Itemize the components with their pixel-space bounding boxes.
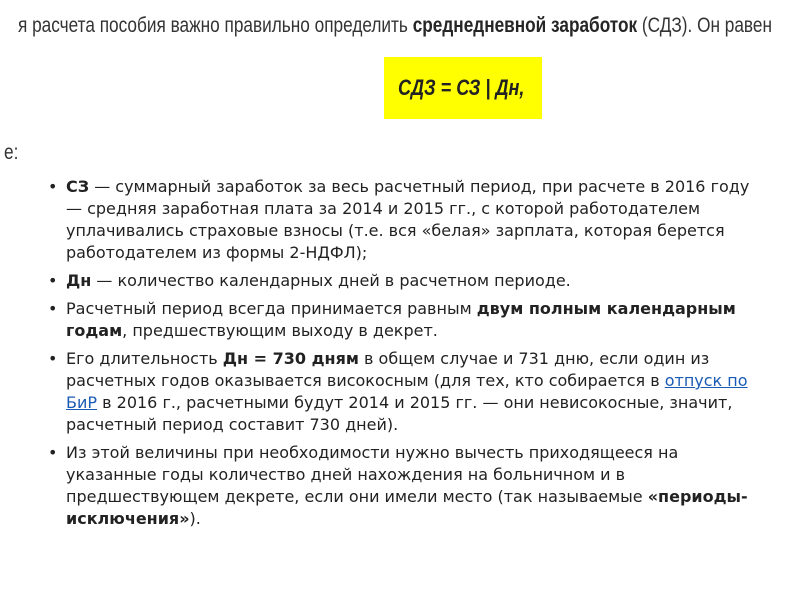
intro-text-start: я расчета пособия важно правильно определить <box>18 14 413 37</box>
formula-box <box>384 57 542 119</box>
intro-sentence <box>18 14 772 38</box>
list-item-text: в общем случае и 731 дню, если один из расчетных годов оказывается високосным (для тех, кто собирается в <box>66 349 710 390</box>
bir-link[interactable]: БиР <box>66 393 98 412</box>
cut-text-fragment: е: <box>4 141 19 164</box>
list-item <box>48 270 768 292</box>
definitions-list <box>48 176 768 536</box>
intro-text-bold: среднедневной заработок <box>412 14 638 37</box>
list-item <box>48 176 768 264</box>
list-item-text: в 2016 г., расчетными будут 2014 и 2015 гг. — они невисокосные, значит, расчетный период составит 730 дней). <box>66 393 733 434</box>
term-sz: СЗ <box>66 177 90 196</box>
maternity-leave-link[interactable]: отпуск по <box>664 371 748 390</box>
term-dn-730: Дн = 730 дням <box>222 349 359 368</box>
list-item-text: , предшествующим выходу в декрет. <box>122 321 438 340</box>
formula-text: СДЗ = СЗ | Дн, <box>398 75 525 100</box>
list-item-text: — количество календарных дней в расчетном периоде. <box>91 271 571 290</box>
list-item-text: Из этой величины при необходимости нужно вычесть приходящееся на указанные годы количество дней нахождения на больничном и в предшествующем декрете, если они имели место (так называемые <box>66 443 679 506</box>
term-exclusion-periods: «периоды-исключения» <box>66 487 748 528</box>
list-item-text: Его длительность <box>66 349 223 368</box>
term-dn: Дн <box>66 271 92 290</box>
term-two-years: двум полным календарным годам <box>66 299 736 340</box>
intro-text-end: (СДЗ). Он равен <box>637 14 772 37</box>
list-item <box>48 298 768 342</box>
list-item-text: Расчетный период всегда принимается равным <box>66 299 477 318</box>
list-item <box>48 348 768 436</box>
list-item-text: — суммарный заработок за весь расчетный период, при расчете в 2016 году — средняя заработная плата за 2014 и 2015 гг., с которой работодателем уплачивались страховые взносы (т.е. вся «белая» зарплата, которая берется работодателем из формы 2-НДФЛ); <box>66 177 750 262</box>
list-item <box>48 442 768 530</box>
list-item-text: ). <box>189 509 201 528</box>
